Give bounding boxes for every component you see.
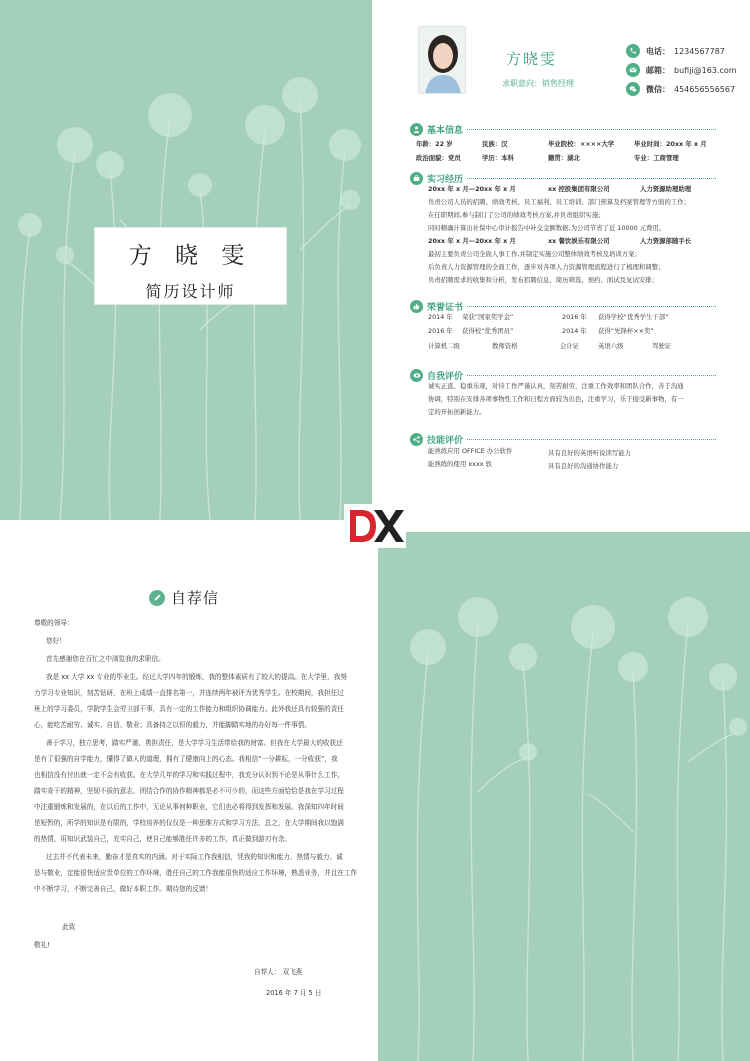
letter-paragraph-line: 班上的学习委员，学院学生会劳卫部干事，具有一定的工作能力和组织协调能力。此外我还具有较强的责任: [34, 705, 344, 713]
self-eval-line: 定的开拓创新能力。: [428, 408, 486, 416]
contact-wechat: 微信： 454656556567: [626, 82, 735, 96]
letter-paragraph-line: 心，能吃苦耐劳、诚实、自信、敬业；具备持之以恒的毅力，并能脚踏实地的办好每一件事情。: [34, 721, 311, 729]
letter-paragraph-line: 善于学习，独立思考，踏实严谨，勇担责任，是大学学习生活带给我的财富。但我在大学最大的收获还: [46, 739, 343, 747]
thumbs-up-icon: [410, 300, 423, 313]
letter-signature: 自荐人： 双飞燕: [254, 968, 303, 976]
skill-item: 具有良好的英语听说读写能力: [548, 449, 632, 457]
section-internship: 实习经历: [410, 172, 716, 185]
honor-item: 获得校“优秀团员”: [462, 327, 514, 335]
back-cover-page: [378, 532, 750, 1061]
job2-line: 后负责人力资源管理的全面工作，逐步对各项人力资源管理流程进行了梳理和调整；: [428, 263, 665, 271]
letter-paragraph-line: 首先感谢您在百忙之中浏览我的求职信。: [46, 655, 165, 663]
letter-closing: 此致: [62, 923, 76, 931]
letter-paragraph-line: 中不断学习，不断完善自己，做好本职工作。期待您的反馈！: [34, 885, 213, 893]
honor-year: 2014 年: [428, 313, 453, 321]
cover-name: 方 晓 雯: [128, 243, 253, 269]
resume-name: 方晓雯: [506, 50, 558, 68]
section-basic-info: 基本信息: [410, 123, 716, 136]
job1-line: 同时精确计算出社保中心审计报告中补交金额数据,为公司节省了近 10000 元费用。: [428, 224, 666, 232]
skill-item: 能熟练应用 OFFICE 办公软件: [428, 447, 513, 455]
phone-value: 1234567787: [674, 46, 725, 56]
certificate-item: 会计证: [560, 342, 580, 350]
basic-politics: 政治面貌：党员: [416, 154, 461, 162]
cover-title: 简历设计师: [145, 282, 236, 301]
self-eval-line: 诚实正直、稳重乐观，对待工作严谨认真，刻苦耐劳，注重工作效率和团队合作，善于沟通: [428, 382, 684, 390]
mail-icon: [626, 63, 640, 77]
contact-phone: 电话： 1234567787: [626, 44, 725, 58]
honor-item: 获得“先锋杯××奖”: [598, 327, 654, 335]
briefcase-icon: [410, 172, 423, 185]
basic-major: 专业：工商管理: [634, 154, 679, 162]
certificate-item: 英语六级: [598, 342, 624, 350]
contact-email: 邮箱： bufiji@163.com: [626, 63, 737, 77]
basic-age: 年龄：22 岁: [416, 140, 453, 148]
job2-role: 人力资源部随手长: [640, 237, 692, 245]
letter-paragraph-line: 力学习专业知识，刻苦钻研，在班上成绩一直排名第一，并连续两年被评为优秀学生。在校期间，我担任过: [34, 689, 344, 697]
basic-education: 学历：本科: [482, 154, 514, 162]
basic-hometown: 籍贯：湖北: [548, 154, 580, 162]
letter-greeting: 您好！: [46, 637, 66, 645]
letter-date: 2016 年 7 月 5 日: [266, 989, 322, 997]
basic-grad-time: 毕业时间：20xx 年 x 月: [634, 140, 707, 148]
certificate-item: 计算机二级: [428, 342, 460, 350]
skill-item: 具有良好的沟通协作能力: [548, 462, 619, 470]
honor-year: 2016 年: [562, 313, 587, 321]
job2-company: xx 餐饮娱乐有限公司: [548, 237, 610, 245]
letter-paragraph-line: 是短暂的，所学的知识是有限的，学校培养的仅仅是一种思维方式和学习方法，总之，在大学期间我以饱满: [34, 819, 344, 827]
letter-paragraph-line: 的热情，用知识武装自己，充实自己，使自己能够胜任许多的工作，真正做到游刃有余。: [34, 835, 292, 843]
job2-period: 20xx 年 x 月—20xx 年 x 月: [428, 237, 516, 245]
cover-page: [0, 0, 372, 520]
pencil-icon: [149, 590, 165, 606]
letter-paragraph-line: 也相信没有付出就一定不会有收获。在大学几年的学习和实践过程中，我充分认识到不论是从事什么工作，: [34, 771, 344, 779]
email-value: bufiji@163.com: [674, 65, 737, 75]
job1-period: 20xx 年 x 月—20xx 年 x 月: [428, 185, 516, 193]
plant-illustration: [378, 532, 750, 1061]
letter-title: 自荐信: [171, 589, 220, 607]
cover-name-box: [94, 227, 287, 305]
cover-letter-page: [0, 532, 372, 1061]
job1-company: xx 控股集团有限公司: [548, 185, 610, 193]
job2-line: 负责招聘需求的收集和分析，发布招聘信息，简历筛选、预约、面试及复试安排；: [428, 276, 659, 284]
letter-paragraph-line: 过去并不代表未来，勤奋才是真实的内涵。对于实际工作我相信，凭我的知识和能力、热情与毅力、诚: [46, 853, 343, 861]
phone-icon: [626, 44, 640, 58]
certificate-item: 驾驶证: [652, 342, 672, 350]
profile-photo: [418, 26, 466, 94]
honor-item: 获得学校“优秀学生干部”: [598, 313, 669, 321]
dx-logo: [344, 504, 406, 548]
honor-year: 2016 年: [428, 327, 453, 335]
person-icon: [410, 123, 423, 136]
letter-paragraph-line: 是有了很强的自学能力，懂得了做人的道理，拥有了健康向上的心态。我相信“一分耕耘，一分收获”，我: [34, 755, 338, 763]
job-intent: 求职意向：销售经理: [502, 79, 574, 88]
job1-line: 在任职期间,参与制订了公司的绩效考核方案,并负责组织实施；: [428, 211, 605, 219]
job1-line: 负责公司人员的招聘、绩效考核、员工福利、员工培训、部门预算及档案管理等方面的工作；: [428, 198, 691, 206]
section-skills: 技能评价: [410, 433, 716, 446]
letter-paragraph-line: 中注重锻炼和发展的，在以后的工作中，无论从事何种职业，它们也必将得到发挥和发展。我深知四年时间: [34, 803, 344, 811]
eye-icon: [410, 369, 423, 382]
share-icon: [410, 433, 423, 446]
basic-school: 毕业院校：××××大学: [548, 140, 615, 148]
wechat-value: 454656556567: [674, 84, 736, 94]
letter-regards: 敬礼!: [34, 941, 50, 949]
section-honors: 荣誉证书: [410, 300, 716, 313]
section-self-evaluation: 自我评价: [410, 369, 716, 382]
wechat-icon: [626, 82, 640, 96]
skill-item: 能熟练的使用 xxxx 软: [428, 460, 492, 468]
honor-item: 荣获“国家奖学金”: [462, 313, 514, 321]
resume-page: [378, 0, 750, 520]
letter-paragraph-line: 恳与敬业，定能很快适应贵单位的工作环境，胜任自己的工作我能很快的适应工作环境，熟悉业务，并且在工作: [34, 869, 358, 877]
certificate-item: 教师资格: [492, 342, 518, 350]
honor-year: 2014 年: [562, 327, 587, 335]
letter-salutation: 尊敬的领导：: [34, 619, 74, 627]
job1-role: 人力资源助理助理: [640, 185, 692, 193]
letter-paragraph-line: 踏实肯干的精神，坚韧不拔的意志，团结合作的协作精神都是必不可少的，而这些方面恰恰是我在学习过程: [34, 787, 344, 795]
job2-line: 最初主要负责公司全面人事工作,并制定实施公司整体绩效考核及培训方案；: [428, 250, 641, 258]
self-eval-line: 协调，特别在安排各项事物性工作和日程方面较为出色，注重学习，乐于接受新事物，有一: [428, 395, 684, 403]
letter-heading: [149, 587, 219, 608]
letter-paragraph-line: 我是 xx 大学 xx 专业的毕业生。经过大学四年的锻炼，我的整体素质有了较大的提高。在大学里，我努: [46, 673, 347, 681]
basic-ethnic: 民族：汉: [482, 140, 508, 148]
